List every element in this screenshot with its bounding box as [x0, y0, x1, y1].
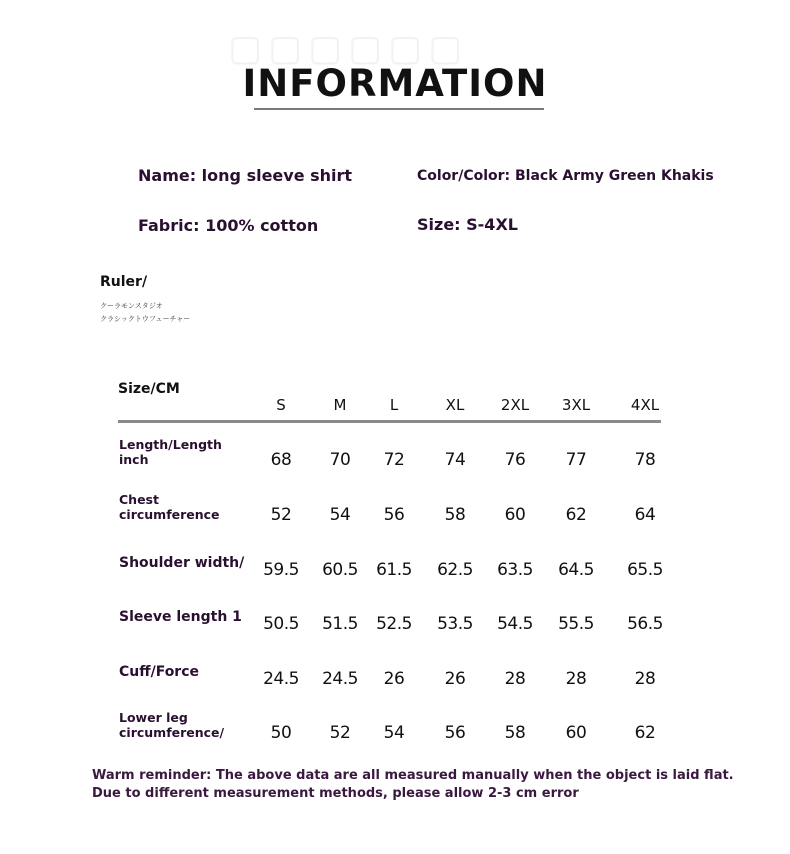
table-cell: 28 — [565, 669, 587, 689]
column-header-4xl: 4XL — [630, 396, 660, 414]
table-cell: 62 — [634, 723, 656, 743]
row-label — [119, 492, 220, 522]
column-header-xl: XL — [445, 396, 465, 414]
table-cell: 60 — [565, 723, 587, 743]
product-fabric: Fabric: 100% cotton — [138, 216, 319, 235]
brand-text-line2: クラシックトウフューチャー — [100, 315, 191, 323]
table-cell: 54.5 — [497, 614, 533, 634]
table-cell: 55.5 — [558, 614, 594, 634]
table-cell: 26 — [444, 669, 466, 689]
table-cell: 62 — [565, 505, 587, 525]
product-name: Name: long sleeve shirt — [138, 166, 353, 185]
row-label — [119, 556, 244, 571]
title-underline — [254, 108, 544, 110]
table-cell: 54 — [383, 723, 405, 743]
table-cell: 56 — [444, 723, 466, 743]
row-label — [119, 437, 222, 467]
column-header-2xl: 2XL — [500, 396, 530, 414]
table-cell: 61.5 — [376, 560, 412, 580]
row-label-line1: Chest — [119, 492, 159, 507]
table-cell: 58 — [444, 505, 466, 525]
table-cell: 52.5 — [376, 614, 412, 634]
table-cell: 56.5 — [627, 614, 663, 634]
table-cell: 51.5 — [322, 614, 358, 634]
row-label — [119, 665, 199, 680]
column-header-m: M — [333, 396, 347, 414]
table-cell: 24.5 — [322, 669, 358, 689]
table-cell: 70 — [329, 450, 351, 470]
table-cell: 72 — [383, 450, 405, 470]
table-corner-label: Size/CM — [118, 381, 180, 397]
table-header-rule — [118, 420, 661, 423]
row-label-line1: Length/Length — [119, 437, 222, 452]
row-label-line1: Shoulder width/ — [119, 555, 245, 571]
row-label — [119, 610, 242, 625]
table-cell: 50 — [270, 723, 292, 743]
ruler-label: Ruler/ — [100, 274, 148, 290]
table-cell: 62.5 — [437, 560, 473, 580]
table-cell: 60 — [504, 505, 526, 525]
table-cell: 64.5 — [558, 560, 594, 580]
table-cell: 74 — [444, 450, 466, 470]
reminder-line1: Warm reminder: The above data are all measured manually when the object is laid flat. — [92, 768, 734, 783]
brand-text-line1: クーラモンスタジオ — [100, 302, 163, 310]
table-cell: 53.5 — [437, 614, 473, 634]
row-label-line1: Lower leg — [119, 710, 188, 725]
table-cell: 24.5 — [263, 669, 299, 689]
table-cell: 58 — [504, 723, 526, 743]
table-cell: 60.5 — [322, 560, 358, 580]
table-cell: 64 — [634, 505, 656, 525]
table-cell: 59.5 — [263, 560, 299, 580]
column-header-s: S — [276, 396, 286, 414]
product-size-range: Size: S-4XL — [417, 215, 518, 234]
table-cell: 28 — [634, 669, 656, 689]
table-cell: 76 — [504, 450, 526, 470]
table-cell: 28 — [504, 669, 526, 689]
reminder-line2: Due to different measurement methods, please allow 2-3 cm error — [92, 786, 579, 801]
table-cell: 77 — [565, 450, 587, 470]
table-cell: 26 — [383, 669, 405, 689]
row-label-line1: Cuff/Force — [119, 664, 200, 680]
title-watermark: ▢▢▢▢▢▢ — [228, 28, 469, 69]
table-cell: 63.5 — [497, 560, 533, 580]
row-label-line1: Sleeve length 1 — [119, 609, 242, 625]
table-cell: 78 — [634, 450, 656, 470]
table-cell: 56 — [383, 505, 405, 525]
row-label — [119, 710, 224, 740]
row-label-line2: circumference — [119, 507, 220, 522]
table-cell: 54 — [329, 505, 351, 525]
row-label-line2: circumference/ — [119, 725, 225, 740]
table-cell: 65.5 — [627, 560, 663, 580]
row-label-line2: inch — [119, 452, 149, 467]
column-header-3xl: 3XL — [561, 396, 591, 414]
column-header-l: L — [389, 396, 399, 414]
table-cell: 52 — [270, 505, 292, 525]
product-color: Color/Color: Black Army Green Khakis — [417, 168, 714, 184]
page-title: INFORMATION — [242, 62, 548, 105]
table-cell: 68 — [270, 450, 292, 470]
table-cell: 52 — [329, 723, 351, 743]
table-cell: 50.5 — [263, 614, 299, 634]
